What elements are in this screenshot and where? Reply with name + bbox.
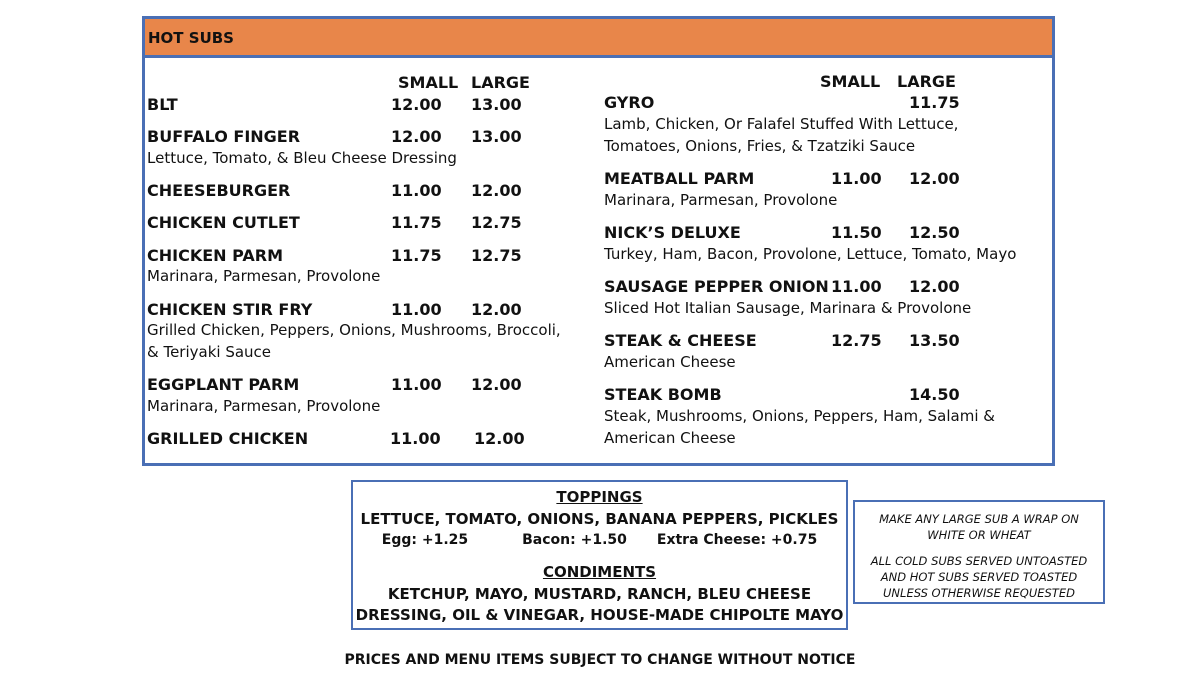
menu-item-name: NICK’S DELUXE [604,223,741,242]
menu-item-large-price: 12.75 [471,213,522,232]
menu-item-large-price: 12.00 [909,277,960,296]
menu-item-large-price: 12.50 [909,223,960,242]
toppings-list: LETTUCE, TOMATO, ONIONS, BANANA PEPPERS, PICKLES [360,510,839,528]
right-large-header: LARGE [897,72,956,91]
menu-item-name: BUFFALO FINGER [147,127,301,146]
menu-item-name: STEAK BOMB [604,385,722,404]
menu-item-name: STEAK & CHEESE [604,331,757,350]
menu-item-large-price: 12.00 [471,375,522,394]
toppings-title: TOPPINGS [556,488,643,506]
notes-box [853,500,1105,604]
menu-item-description: Marinara, Parmesan, Provolone [147,267,381,285]
menu-item-name: GRILLED CHICKEN [147,429,309,448]
menu-item-small-price: 11.75 [391,246,442,265]
menu-item-description: & Teriyaki Sauce [147,343,272,361]
menu-item-small-price: 12.00 [391,127,442,146]
menu-item-small-price: 11.75 [391,213,442,232]
left-small-header: SMALL [398,73,459,92]
menu-item-description: Lamb, Chicken, Or Falafel Stuffed With Lettuce, [604,115,959,133]
menu-item-large-price: 13.00 [471,95,522,114]
menu-title: HOT SUBS [148,29,234,47]
menu-item-small-price: 12.00 [391,95,442,114]
wrap-note-line: MAKE ANY LARGE SUB A WRAP ON [879,512,1079,526]
menu-item-name: GYRO [604,93,655,112]
hot-subs-menu [142,16,1055,466]
toast-note-line: AND HOT SUBS SERVED TOASTED [880,570,1078,584]
menu-item-description: Lettuce, Tomato, & Bleu Cheese Dressing [147,149,457,167]
menu-item-name: CHICKEN CUTLET [147,213,300,232]
condiments-line: DRESSING, OIL & VINEGAR, HOUSE-MADE CHIPOLTE MAYO [355,606,844,624]
left-large-header: LARGE [471,73,530,92]
menu-item-description: American Cheese [604,353,736,371]
menu-item-large-price: 12.00 [471,300,522,319]
menu-item-large-price: 12.00 [474,429,525,448]
menu-item-small-price: 11.00 [831,277,882,296]
menu-item-name: CHICKEN PARM [147,246,283,265]
menu-item-small-price: 11.00 [391,375,442,394]
menu-item-small-price: 11.00 [391,181,442,200]
menu-item-description: Turkey, Ham, Bacon, Provolone, Lettuce, Tomato, Mayo [604,245,1017,263]
menu-item-small-price: 11.00 [831,169,882,188]
menu-item-large-price: 12.00 [471,181,522,200]
menu-item-large-price: 12.75 [471,246,522,265]
toppings-condiments-box [351,480,848,630]
menu-item-description: Tomatoes, Onions, Fries, & Tzatziki Sauce [604,137,916,155]
right-small-header: SMALL [820,72,881,91]
menu-item-description: Sliced Hot Italian Sausage, Marinara & Provolone [604,299,972,317]
menu-item-name: CHICKEN STIR FRY [147,300,313,319]
menu-item-small-price: 12.75 [831,331,882,350]
menu-item-small-price: 11.00 [391,300,442,319]
menu-item-large-price: 13.50 [909,331,960,350]
menu-item-name: BLT [147,95,178,114]
menu-item-description: American Cheese [604,429,736,447]
extra-egg: Egg: +1.25 [381,532,469,548]
menu-item-large-price: 11.75 [909,93,960,112]
wrap-note-line: WHITE OR WHEAT [927,528,1031,542]
menu-item-name: CHEESEBURGER [147,181,291,200]
menu-item-description: Steak, Mushrooms, Onions, Peppers, Ham, Salami & [604,407,995,425]
menu-item-description: Grilled Chicken, Peppers, Onions, Mushrooms, Broccoli, [147,321,561,339]
menu-item-large-price: 12.00 [909,169,960,188]
menu-item-name: SAUSAGE PEPPER ONION [604,277,829,296]
menu-item-name: MEATBALL PARM [604,169,755,188]
menu-item-name: EGGPLANT PARM [147,375,300,394]
footer-disclaimer: PRICES AND MENU ITEMS SUBJECT TO CHANGE WITHOUT NOTICE [344,652,856,668]
toppings-extras [353,533,846,547]
menu-item-description: Marinara, Parmesan, Provolone [604,191,838,209]
toast-note-line: UNLESS OTHERWISE REQUESTED [883,586,1075,600]
menu-header [145,19,1052,58]
extra-bacon: Bacon: +1.50 [522,532,627,548]
menu-item-small-price: 11.00 [390,429,441,448]
condiments-line: KETCHUP, MAYO, MUSTARD, RANCH, BLEU CHEESE [387,585,812,603]
menu-item-description: Marinara, Parmesan, Provolone [147,397,381,415]
menu-item-small-price: 11.50 [831,223,882,242]
condiments-title: CONDIMENTS [542,563,657,581]
extra-cheese: Extra Cheese: +0.75 [656,532,818,548]
menu-item-large-price: 13.00 [471,127,522,146]
toast-note-line: ALL COLD SUBS SERVED UNTOASTED [870,554,1088,568]
menu-item-large-price: 14.50 [909,385,960,404]
